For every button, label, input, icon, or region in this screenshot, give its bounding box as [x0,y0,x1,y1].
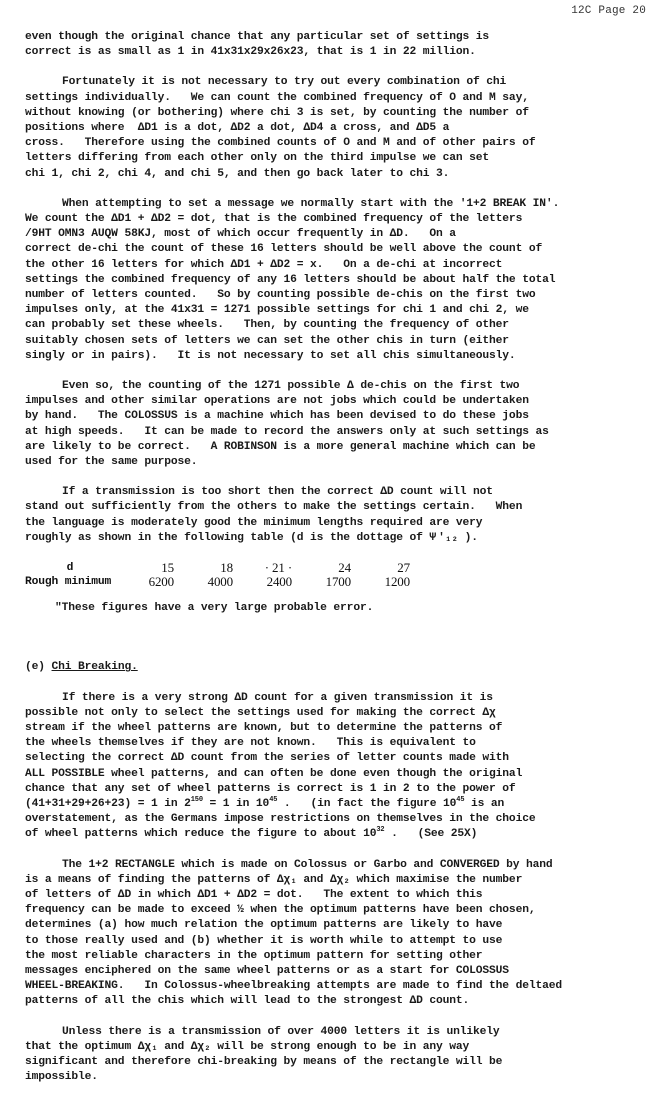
text-line: positions where ΔD1 is a dot, ΔD2 a dot, ΔD4 a cross, and ΔD5 a [25,122,450,135]
formula-text: is an [464,797,505,810]
text-line: selecting the correct ΔD count from the series of letter counts made with [25,752,509,765]
formula-text: (41+31+29+26+23) = 1 in 2 [25,797,191,810]
table-footnote: ″These figures have a very large probable error. [55,602,374,615]
table-cell-d: 24 [338,560,351,576]
page-number: 12C Page 20 [571,5,646,17]
text-line: Even so, the counting of the 1271 possible Δ de-chis on the first two [62,380,520,393]
text-line: Fortunately it is not necessary to try out every combination of chi [62,76,507,89]
table-cell-d: 18 [220,560,233,576]
table-cell-length: 1700 [325,574,351,590]
text-line: of letters of ΔD in which ΔD1 + ΔD2 = dot. The extent to which this [25,888,483,901]
text-line: singly or in pairs). It is not necessary to set all chis simultaneously. [25,349,516,362]
text-line: If there is a very strong ΔD count for a given transmission it is [62,691,493,704]
table-cell-d: 27 [397,560,410,576]
text-line: the most reliable characters in the optimum pattern for setting other [25,949,483,962]
text-line: messages enciphered on the same wheel patterns or as a start for COLOSSUS [25,964,509,977]
exponent: 32 [376,826,385,835]
table-cell-length: 4000 [207,574,233,590]
text-line: that the optimum Δχ₁ and Δχ₂ will be strong enough to be in any way [25,1040,470,1053]
text-line: the wheels themselves if they are not known. This is equivalent to [25,737,476,750]
text-line: impulses only, at the 41x31 = 1271 possible settings for chi 1 and chi 2, we [25,304,529,317]
text-line: without knowing (or bothering) where chi 3 is set, by counting the number of [25,106,529,119]
table-row [25,561,410,575]
paragraph-unless [25,1025,625,1086]
text-line: letters differing from each other only on the third impulse we can set [25,152,490,165]
exponent: 45 [269,795,278,804]
text-line: correct de-chi the count of these 16 letters should be well above the count of [25,243,543,256]
text-line: overstatement, as the Germans impose restrictions on themselves in the choice [25,813,536,826]
section-heading [25,660,625,675]
text-line: at high speeds. It can be made to record the answers only at such settings as [25,425,549,438]
text-line: roughly as shown in the following table (d is the dottage of Ψ ′₁₂ ). [25,531,478,544]
text-line: impossible. [25,1071,98,1084]
text-line: possible not only to select the settings used for making the correct Δχ [25,706,496,719]
text-line: chi 1, chi 2, chi 4, and chi 5, and then go back later to chi 3. [25,167,450,180]
text-line: the other 16 letters for which ΔD1 + ΔD2 = x. On a de-chi at incorrect [25,258,503,271]
text-line: stand out sufficiently from the others to make the settings certain. When [25,501,523,514]
text-line: used for the same purpose. [25,456,198,469]
formula-line [25,797,625,812]
minimum-length-table [25,561,410,589]
text-line [25,827,625,842]
paragraph-short-transmission [25,485,625,546]
formula-text: = 1 in 10 [202,797,270,810]
text-line: number of letters counted. So by counting possible de-chis on the first two [25,289,536,302]
text-line: stream if the wheel patterns are known, but to determine the patterns of [25,721,503,734]
paragraph-continuation [25,30,625,60]
table-header-rough-minimum: Rough minimum [25,576,112,589]
text-line: chance that any set of wheel patterns is correct is 1 in 2 to the power of [25,782,516,795]
formula-text: of wheel patterns which reduce the figure to about 10 [25,828,377,841]
text-line: WHEEL-BREAKING. In Colossus-wheelbreaking attempts are made to find the deltaed [25,980,562,993]
paragraph-chi-combinations [25,75,625,181]
formula-text: . (See 25X) [384,828,478,841]
exponent: 45 [456,795,465,804]
text-line: are likely to be correct. A ROBINSON is a more general machine which can be [25,440,536,453]
text-line: settings individually. We can count the combined frequency of O and M say, [25,91,529,104]
text-line: /9HT OMN3 AUQW 58KJ, most of which occur frequently in ΔD. On a [25,228,456,241]
section-title: Chi Breaking. [51,661,138,674]
text-line: significant and therefore chi-breaking by means of the rectangle will be [25,1055,503,1068]
text-line: suitably chosen sets of letters we can set the other chis in turn (either [25,334,509,347]
exponent: 150 [190,795,203,804]
text-line: determines (a) how much relation the optimum patterns are likely to have [25,919,503,932]
text-line: When attempting to set a message we normally start with the '1+2 BREAK IN'. [62,197,560,210]
table-cell-length: 2400 [266,574,292,590]
text-line: can probably set these wheels. Then, by counting the frequency of other [25,319,509,332]
text-line: settings the combined frequency of any 16 letters should be about half the total [25,273,556,286]
table-cell-d: 15 [161,560,174,576]
text-line: ALL POSSIBLE wheel patterns, and can often be done even though the original [25,767,523,780]
text-line: The 1+2 RECTANGLE which is made on Colossus or Garbo and CONVERGED by hand [62,858,553,871]
text-line: the language is moderately good the minimum lengths required are very [25,516,483,529]
text-line: to those really used and (b) whether it is worth while to attempt to use [25,934,503,947]
document-body [25,30,625,1100]
table-cell-length: 1200 [384,574,410,590]
paragraph-strong-count [25,691,625,843]
text-line: even though the original chance that any particular set of settings is [25,31,490,43]
text-line: Unless there is a transmission of over 4000 letters it is unlikely [62,1025,500,1038]
text-line: by hand. The COLOSSUS is a machine which has been devised to do these jobs [25,410,529,423]
text-line: is a means of finding the patterns of Δχ₁ and Δχ₂ which maximise the number [25,873,523,886]
table-header-d: d [66,562,74,575]
text-line: We count the ΔD1 + ΔD2 = dot, that is the combined frequency of the letters [25,213,523,226]
text-line: impulses and other similar operations are not jobs which could be undertaken [25,395,529,408]
text-line: If a transmission is too short then the correct ΔD count will not [62,486,493,499]
section-prefix: (e) [25,661,45,674]
paragraph-break-in [25,197,625,364]
paragraph-rectangle [25,858,625,1010]
formula-text: . (in fact the figure 10 [277,797,457,810]
text-line: correct is as small as 1 in 41x31x29x26x23, that is 1 in 22 million. [25,46,476,59]
text-line: frequency can be made to exceed ½ when the optimum patterns have been chosen, [25,904,536,917]
text-line: cross. Therefore using the combined counts of O and M and of other pairs of [25,137,536,150]
text-line: patterns of all the chis which will lead to the strongest ΔD count. [25,995,470,1008]
paragraph-colossus [25,379,625,470]
table-cell-length: 6200 [148,574,174,590]
table-cell-d: · 21 · [264,560,292,576]
table-row [25,575,410,589]
